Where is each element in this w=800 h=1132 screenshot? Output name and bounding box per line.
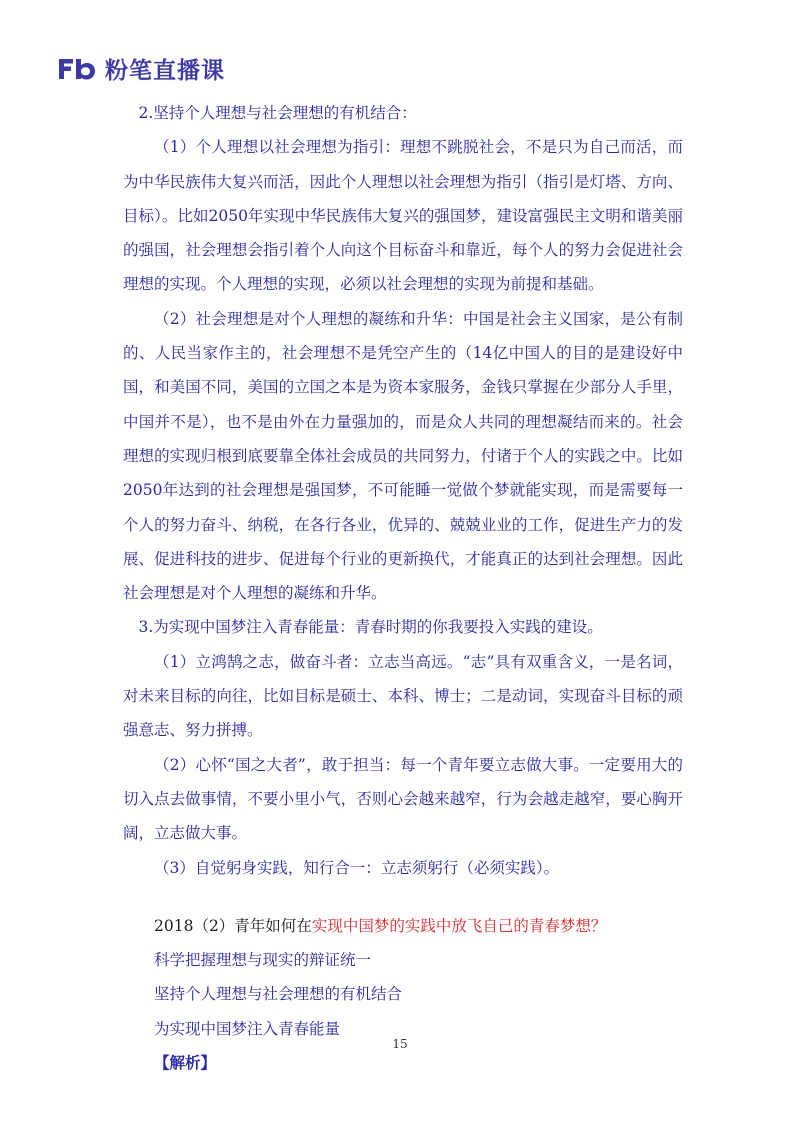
fb-logo-icon — [57, 55, 97, 81]
document-body — [123, 96, 683, 1080]
question-highlight: 实现中国梦的实践中放飞自己的青春梦想？ — [311, 916, 607, 935]
answer-item-2: 坚持个人理想与社会理想的有机结合 — [154, 985, 403, 1004]
analysis-label: 【解析】 — [154, 1053, 217, 1073]
answer-item-1: 科学把握理想与现实的辩证统一 — [154, 951, 372, 970]
paragraph-individual-ideal: （1）个人理想以社会理想为指引：理想不跳脱社会，不是只为自己而活，而为中华民族伟大复兴而活，因此个人理想以社会理想为指引（指引是灯塔、方向、目标）。比如2050年实现中华民族伟大复兴的强国梦，建设富强民主文明和谐美丽的强国，社会理想会指引着个人向这个目标奋斗和靠近，每个人的努力会促进社会理想的实现。个人理想的实现，必须以社会理想的实现为前提和基础。 — [123, 138, 683, 294]
answer-item-3: 为实现中国梦注入青春能量 — [154, 1019, 341, 1038]
paragraph-ambition: （1）立鸿鹄之志，做奋斗者：立志当高远。“志”具有双重含义，一是名词，对未来目标的向往，比如目标是硕士、本科、博士；二是动词，实现奋斗目标的顽强意志、努力拼搏。 — [123, 652, 683, 740]
brand-header — [57, 51, 225, 85]
page-number: 15 — [392, 1037, 408, 1051]
section-heading-3: 3.为实现中国梦注入青春能量：青春时期的你我要投入实践的建设。 — [138, 618, 603, 637]
brand-name: 粉笔直播课 — [105, 57, 225, 84]
paragraph-social-ideal: （2）社会理想是对个人理想的凝练和升华：中国是社会主义国家，是公有制的、人民当家作主的，社会理想不是凭空产生的（14亿中国人的目的是建设好中国，和美国不同，美国的立国之本是为资本家服务，金钱只掌握在少部分人手里，中国并不是），也不是由外在力量强加的，而是众人共同的理想凝结而来的。社会理想的实现归根到底要靠全体社会成员的共同努力，付诸于个人的实践之中。比如2050年达到的社会理想是强国梦，不可能睡一觉做个梦就能实现，而是需要每一个人的努力奋斗、纳税，在各行各业，优异的、兢兢业业的工作，促进生产力的发展、促进科技的进步、促进每个行业的更新换代，才能真正的达到社会理想。因此社会理想是对个人理想的凝练和升华。 — [123, 309, 683, 603]
paragraph-practice: （3）自觉躬身实践，知行合一：立志须躬行（必须实践）。 — [154, 858, 560, 877]
paragraph-responsibility: （2）心怀“国之大者”，敢于担当：每一个青年要立志做大事。一定要用大的切入点去做事情，不要小里小气，否则心会越来越窄，行为会越走越窄，要心胸开阔，立志做大事。 — [123, 755, 683, 843]
exam-question — [123, 909, 683, 943]
question-prefix: 2018（2）青年如何在 — [154, 916, 312, 935]
section-heading-2: 2.坚持个人理想与社会理想的有机结合： — [138, 104, 417, 122]
spacer — [123, 885, 683, 909]
